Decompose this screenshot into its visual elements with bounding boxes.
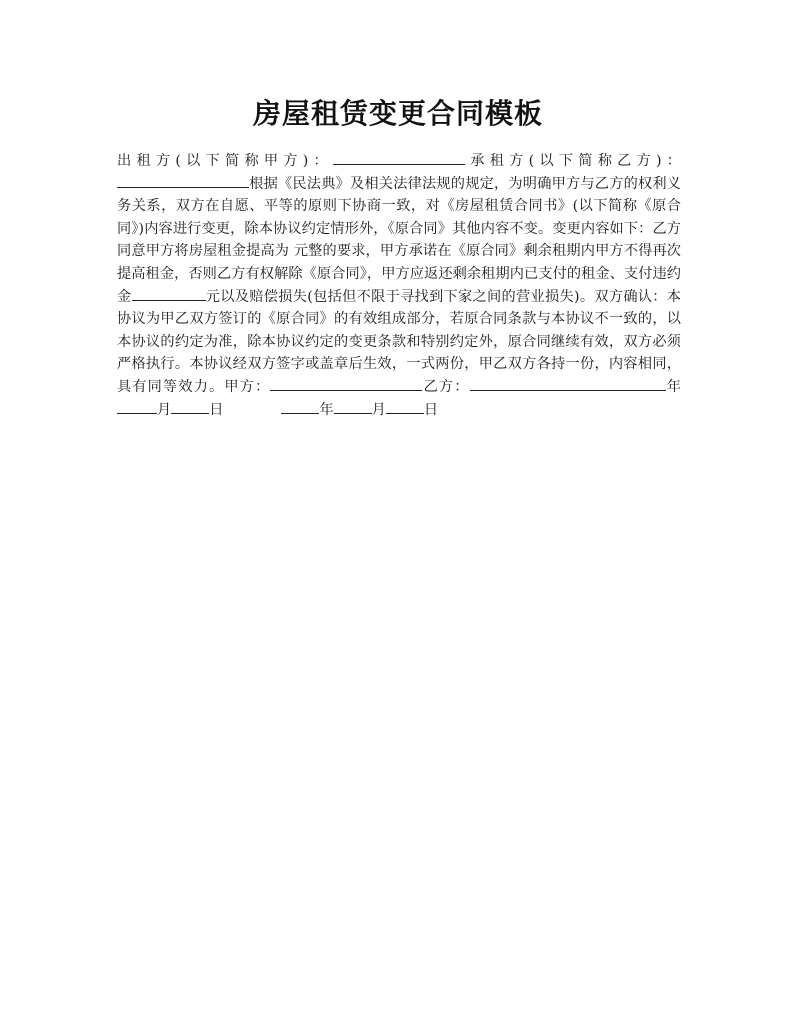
party-a-month-blank <box>334 399 372 414</box>
contract-text-part-1: 根据《民法典》及相关法律法规的规定，为明确甲方与乙方的权利义务关系，双方在自愿、平等的原则下协商一致，对《房屋租赁合同书》(以下简称《原合同》)内容进行变更，除本协议约定情形外，《原合同》其他内容不变。变更内容如下：乙方同意甲方将房屋租金提高为 元整的要求，甲方承诺在《原合同》剩余租期内甲方不得再次提高租金，否则乙方有权解除《原合同》，甲方应返还剩余租期内已支付的租金、支付违约金 <box>117 175 681 305</box>
lessor-label: 出租方(以下简称甲方)： <box>117 153 333 169</box>
contract-text-part-2: 元以及赔偿损失(包括但不限于寻找到下家之间的营业损失)。双方确认：本协议为甲乙双方签订的《原合同》的有效组成部分，若原合同条款与本协议不一致的，以本协议的约定为准，除本协议约定的变更条款和特别约定外，原合同继续有效，双方必须严格执行。本协议经双方签字或盖章后生效，一式两份，甲乙双方各持一份，内容相同，具有同等效力。 <box>117 288 681 395</box>
party-a-signature-blank <box>270 376 422 391</box>
party-a-label: 甲方： <box>224 378 271 395</box>
party-a-month-label: 月 <box>371 401 386 418</box>
lessee-blank <box>117 173 249 188</box>
party-b-year-label: 年 <box>665 378 681 395</box>
party-b-year-blank <box>117 399 157 414</box>
party-a-year-blank <box>281 399 319 414</box>
party-b-signature-blank <box>470 376 666 391</box>
document-title: 房屋租赁变更合同模板 <box>252 97 543 130</box>
penalty-amount-blank <box>132 286 206 301</box>
lessee-label: 承租方(以下简称乙方)： <box>465 153 681 169</box>
party-a-day-blank <box>386 399 424 414</box>
party-b-month-blank <box>171 399 209 414</box>
party-b-day-label: 日 <box>209 401 224 418</box>
contract-body <box>117 150 681 421</box>
party-a-day-label: 日 <box>423 401 439 418</box>
party-b-label: 乙方： <box>422 378 470 395</box>
party-b-month-label: 月 <box>157 401 172 418</box>
lessor-blank <box>333 150 465 165</box>
party-a-year-label: 年 <box>319 401 334 418</box>
